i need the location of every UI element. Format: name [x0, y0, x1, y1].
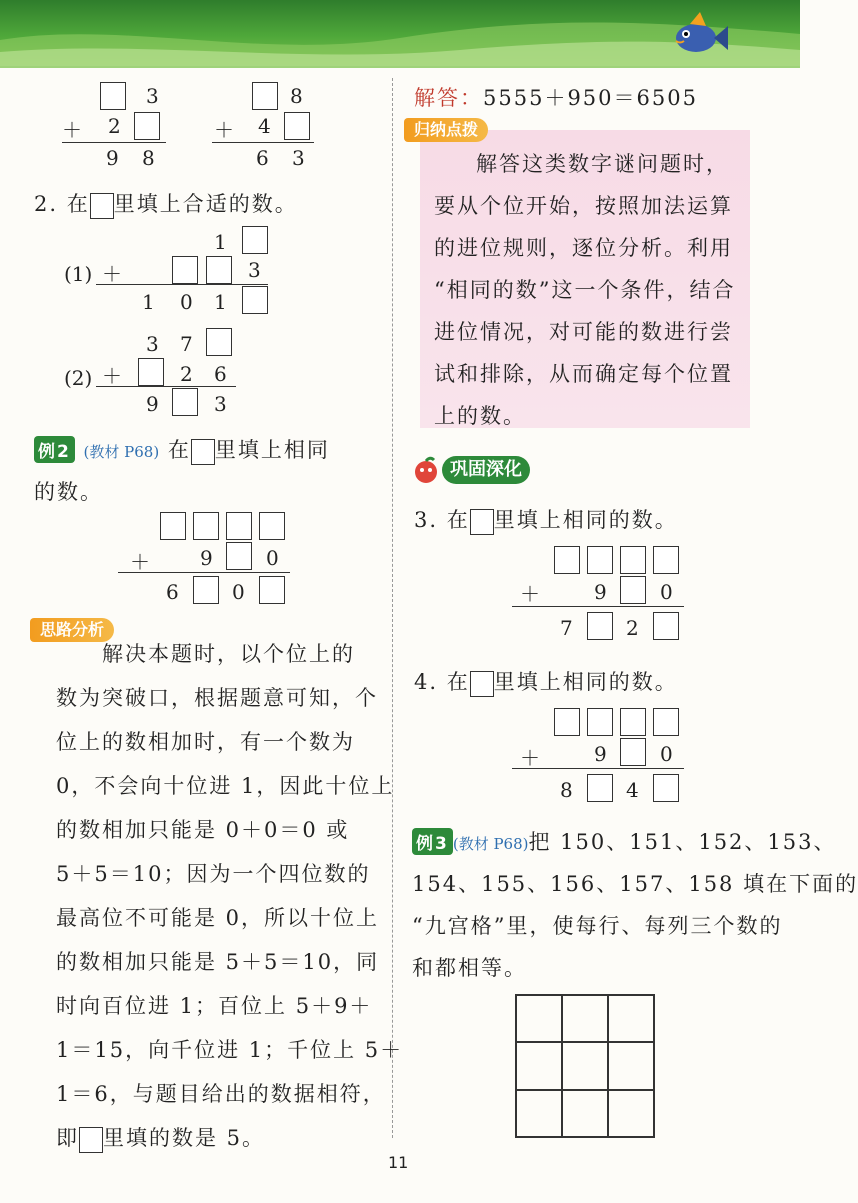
blank-box: [226, 542, 252, 570]
sum-line: [512, 768, 684, 769]
blank-box: [134, 112, 160, 140]
digit: 4: [258, 114, 271, 138]
grid-cell: [562, 1042, 608, 1089]
blank-box: [138, 358, 164, 386]
blank-box: [554, 546, 580, 574]
digit: 4: [626, 778, 639, 802]
digit: 6: [166, 580, 179, 604]
grid-cell: [608, 1042, 654, 1089]
sum-line: [62, 142, 166, 143]
consolidate-tag: 巩固深化: [442, 456, 530, 484]
blank-box: [193, 576, 219, 604]
digit: 1: [214, 230, 227, 254]
blank-box: [620, 708, 646, 736]
textbook-reference: (教材 P68): [452, 835, 529, 853]
blank-box: [242, 226, 268, 254]
grid-cell: [608, 995, 654, 1042]
digit: 3: [146, 84, 159, 108]
answer-equation: 5555＋950＝6505: [483, 86, 698, 110]
digit: 9: [200, 546, 213, 570]
blank-box: [653, 546, 679, 574]
plus-sign: ＋: [130, 550, 150, 574]
blank-box: [259, 512, 285, 540]
analysis-line: 1＝15，向千位进 1；千位上 5＋: [56, 1038, 404, 1062]
digit: 0: [660, 580, 673, 604]
blank-box: [160, 512, 186, 540]
plus-sign: ＋: [520, 582, 540, 606]
grid-cell: [562, 1090, 608, 1137]
page-number: 11: [388, 1153, 409, 1172]
question-3-text: 3. 在 里填上相同的数。: [414, 504, 678, 535]
sum-line: [512, 606, 684, 607]
grid-cell: [516, 1042, 562, 1089]
digit: 6: [214, 362, 227, 386]
digit: 1: [214, 290, 227, 314]
blank-box: [252, 82, 278, 110]
blank-box: [620, 576, 646, 604]
example-3-line: “九宫格”里，使每行、每列三个数的: [412, 914, 783, 938]
blank-box: [100, 82, 126, 110]
plus-sign: ＋: [520, 746, 540, 770]
sum-line: [96, 284, 268, 285]
textbook-reference: (教材 P68): [83, 443, 160, 461]
answer-line: [414, 82, 698, 112]
digit: 7: [180, 332, 193, 356]
digit: 2: [108, 114, 121, 138]
analysis-line: 的数相加只能是 0＋0＝0 或: [56, 818, 350, 842]
blank-box: [587, 612, 613, 640]
summary-line: “相同的数”这一个条件，结合: [434, 278, 736, 302]
analysis-tag: 思路分析: [30, 618, 114, 642]
blank-box: [226, 512, 252, 540]
grid-cell: [562, 995, 608, 1042]
summary-line: 要从个位开始，按照加法运算: [434, 194, 733, 218]
plus-sign: ＋: [214, 118, 234, 142]
question-4-text: 4. 在 里填上相同的数。: [414, 666, 678, 697]
blank-box: [90, 193, 114, 219]
blank-box: [206, 256, 232, 284]
blank-box: [191, 439, 215, 465]
sum-line: [118, 572, 290, 573]
example-badge: 例3: [412, 828, 453, 855]
analysis-line: 0，不会向十位进 1，因此十位上: [56, 774, 395, 798]
analysis-last-line: 即 里填的数是 5。: [56, 1122, 265, 1153]
digit: 0: [180, 290, 193, 314]
blank-box: [470, 509, 494, 535]
blank-box: [653, 774, 679, 802]
blank-box: [172, 388, 198, 416]
digit: 3: [292, 146, 305, 170]
part-number: (1): [64, 262, 93, 286]
header-banner: [0, 0, 800, 68]
question-2-text: 2. 在 里填上合适的数。: [34, 188, 298, 219]
digit: 9: [594, 580, 607, 604]
blank-box: [79, 1127, 103, 1153]
grid-cell: [608, 1090, 654, 1137]
column-divider: [392, 78, 393, 1138]
analysis-line: 解决本题时，以个位上的: [102, 642, 355, 666]
blank-box: [284, 112, 310, 140]
digit: 8: [290, 84, 303, 108]
example-3-heading: 例3 (教材 P68)把 150、151、152、153、: [412, 826, 837, 856]
digit: 6: [256, 146, 269, 170]
blank-box: [620, 738, 646, 766]
example-3-line: 和都相等。: [412, 956, 527, 980]
apple-mascot-icon: [412, 456, 440, 484]
analysis-line: 最高位不可能是 0，所以十位上: [56, 906, 380, 930]
analysis-line: 数为突破口，根据题意可知，个: [56, 686, 378, 710]
example-3-line: 154、155、156、157、158 填在下面的: [412, 872, 858, 896]
plus-sign: ＋: [102, 364, 122, 388]
digit: 0: [266, 546, 279, 570]
blank-box: [193, 512, 219, 540]
blank-box: [620, 546, 646, 574]
analysis-line: 1＝6，与题目给出的数据相符，: [56, 1082, 386, 1106]
summary-tag: 归纳点拨: [404, 118, 488, 142]
summary-line: 解答这类数字谜问题时，: [476, 152, 729, 176]
digit: 8: [142, 146, 155, 170]
digit: 1: [142, 290, 155, 314]
blank-box: [470, 671, 494, 697]
plus-sign: ＋: [102, 262, 122, 286]
summary-line: 试和排除，从而确定每个位置: [434, 362, 733, 386]
blank-box: [587, 546, 613, 574]
digit: 0: [660, 742, 673, 766]
blank-box: [259, 576, 285, 604]
blank-box: [653, 612, 679, 640]
example-2-text-line2: 的数。: [34, 480, 103, 504]
blank-box: [587, 774, 613, 802]
digit: 0: [232, 580, 245, 604]
digit: 3: [146, 332, 159, 356]
digit: 3: [248, 258, 261, 282]
plus-sign: ＋: [62, 118, 82, 142]
fish-icon: [660, 8, 730, 62]
digit: 7: [560, 616, 573, 640]
grid-cell: [516, 995, 562, 1042]
blank-box: [206, 328, 232, 356]
summary-line: 的进位规则，逐位分析。利用: [434, 236, 733, 260]
analysis-line: 的数相加只能是 5＋5＝10，同: [56, 950, 380, 974]
digit: 8: [560, 778, 573, 802]
summary-line: 进位情况，对可能的数进行尝: [434, 320, 733, 344]
blank-box: [242, 286, 268, 314]
digit: 2: [180, 362, 193, 386]
analysis-line: 5＋5＝10；因为一个四位数的: [56, 862, 371, 886]
blank-box: [172, 256, 198, 284]
grid-cell: [516, 1090, 562, 1137]
sum-line: [212, 142, 314, 143]
digit: 9: [594, 742, 607, 766]
example-badge: 例2: [34, 436, 75, 463]
part-number: (2): [64, 366, 93, 390]
analysis-line: 位上的数相加时，有一个数为: [56, 730, 355, 754]
digit: 9: [106, 146, 119, 170]
analysis-line: 时向百位进 1；百位上 5＋9＋: [56, 994, 373, 1018]
example-2-heading: 例2 (教材 P68) 在 里填上相同: [34, 434, 330, 465]
blank-box: [653, 708, 679, 736]
digit: 9: [146, 392, 159, 416]
blank-box: [554, 708, 580, 736]
sum-line: [96, 386, 236, 387]
digit: 2: [626, 616, 639, 640]
digit: 3: [214, 392, 227, 416]
nine-square-grid: [515, 994, 655, 1138]
blank-box: [587, 708, 613, 736]
answer-label: 解答：: [414, 86, 483, 110]
summary-line: 上的数。: [434, 404, 526, 428]
